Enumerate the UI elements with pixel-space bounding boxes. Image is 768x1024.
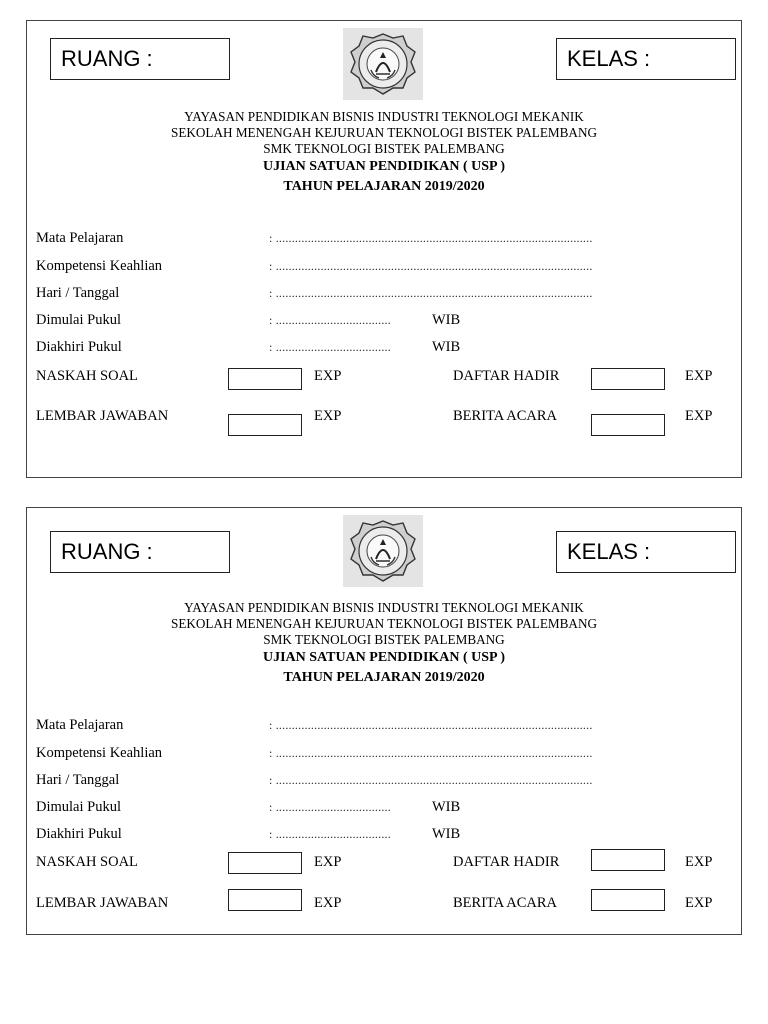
exam-label-card-1 — [26, 20, 742, 478]
foundation-name: YAYASAN PENDIDIKAN BISNIS INDUSTRI TEKNOLOGI MEKANIK — [184, 109, 584, 124]
school-full-name: SEKOLAH MENENGAH KEJURUAN TEKNOLOGI BISTEK PALEMBANG — [170, 125, 598, 140]
room-label: RUANG : — [61, 539, 153, 564]
day-date-label: Hari / Tanggal — [36, 285, 120, 301]
school-seal-icon — [343, 515, 423, 587]
academic-year: TAHUN PELAJARAN 2019/2020 — [283, 670, 485, 685]
attendance-unit: EXP — [685, 854, 713, 870]
competency-blank: : ................................................................................................... — [269, 259, 593, 273]
exam-title: UJIAN SATUAN PENDIDIKAN ( USP ) — [262, 159, 506, 174]
start-time-blank: : .................................... — [269, 313, 391, 327]
question-sheet-unit: EXP — [314, 368, 342, 384]
attendance-label: DAFTAR HADIR — [453, 368, 560, 384]
document-header — [27, 600, 741, 688]
academic-year: TAHUN PELAJARAN 2019/2020 — [283, 179, 485, 194]
subject-label: Mata Pelajaran — [36, 717, 124, 733]
end-time-unit: WIB — [432, 826, 461, 842]
class-label: KELAS : — [567, 46, 651, 71]
subject-label: Mata Pelajaran — [36, 230, 124, 246]
answer-sheet-count-box — [228, 889, 302, 911]
end-time-label: Diakhiri Pukul — [36, 339, 122, 355]
start-time-label: Dimulai Pukul — [36, 312, 121, 328]
class-label: KELAS : — [567, 539, 651, 564]
end-time-blank: : .................................... — [269, 827, 391, 841]
school-full-name: SEKOLAH MENENGAH KEJURUAN TEKNOLOGI BISTEK PALEMBANG — [170, 616, 598, 631]
start-time-label: Dimulai Pukul — [36, 799, 121, 815]
room-label: RUANG : — [61, 46, 153, 71]
report-label: BERITA ACARA — [453, 408, 557, 424]
day-date-blank: : ................................................................................................... — [269, 286, 593, 300]
attendance-label: DAFTAR HADIR — [453, 854, 560, 870]
competency-label: Kompetensi Keahlian — [36, 745, 163, 761]
day-date-blank: : ................................................................................................... — [269, 773, 593, 787]
competency-blank: : ................................................................................................... — [269, 746, 593, 760]
attendance-unit: EXP — [685, 368, 713, 384]
report-label: BERITA ACARA — [453, 895, 557, 911]
answer-sheet-label: LEMBAR JAWABAN — [36, 408, 169, 424]
question-sheet-unit: EXP — [314, 854, 342, 870]
subject-blank: : ................................................................................................... — [269, 231, 593, 245]
answer-sheet-unit: EXP — [314, 895, 342, 911]
exam-title: UJIAN SATUAN PENDIDIKAN ( USP ) — [262, 650, 506, 665]
start-time-unit: WIB — [432, 799, 461, 815]
subject-blank: : ................................................................................................... — [269, 718, 593, 732]
class-label-box — [556, 38, 736, 80]
end-time-unit: WIB — [432, 339, 461, 355]
foundation-name: YAYASAN PENDIDIKAN BISNIS INDUSTRI TEKNOLOGI MEKANIK — [184, 600, 584, 615]
room-label-box — [50, 531, 230, 573]
document-header — [27, 109, 741, 197]
attendance-count-box — [591, 368, 665, 390]
answer-sheet-label: LEMBAR JAWABAN — [36, 895, 169, 911]
day-date-label: Hari / Tanggal — [36, 772, 120, 788]
report-unit: EXP — [685, 408, 713, 424]
exam-label-card-2 — [26, 507, 742, 935]
start-time-blank: : .................................... — [269, 800, 391, 814]
report-count-box — [591, 889, 665, 911]
class-label-box — [556, 531, 736, 573]
room-label-box — [50, 38, 230, 80]
start-time-unit: WIB — [432, 312, 461, 328]
answer-sheet-count-box — [228, 414, 302, 436]
school-seal-icon — [343, 28, 423, 100]
question-sheet-label: NASKAH SOAL — [36, 368, 138, 384]
report-count-box — [591, 414, 665, 436]
report-unit: EXP — [685, 895, 713, 911]
question-sheet-count-box — [228, 368, 302, 390]
competency-label: Kompetensi Keahlian — [36, 258, 163, 274]
question-sheet-count-box — [228, 852, 302, 874]
attendance-count-box — [591, 849, 665, 871]
school-short-name: SMK TEKNOLOGI BISTEK PALEMBANG — [263, 141, 505, 156]
end-time-label: Diakhiri Pukul — [36, 826, 122, 842]
school-short-name: SMK TEKNOLOGI BISTEK PALEMBANG — [263, 632, 505, 647]
answer-sheet-unit: EXP — [314, 408, 342, 424]
end-time-blank: : .................................... — [269, 340, 391, 354]
question-sheet-label: NASKAH SOAL — [36, 854, 138, 870]
